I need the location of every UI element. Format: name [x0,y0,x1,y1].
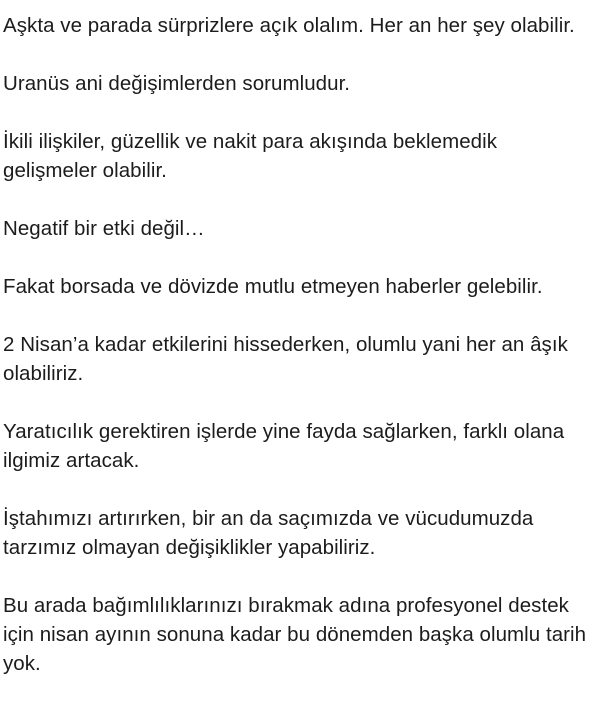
paragraph-6: 2 Nisan’a kadar etkilerini hissederken, olumlu yani her an âşık olabiliriz. [3,333,568,385]
paragraph-5: Fakat borsada ve dövizde mutlu etmeyen haberler gelebilir. [3,275,543,298]
paragraph-7: Yaratıcılık gerektiren işlerde yine fayda sağlarken, farklı olana ilgimiz artacak. [3,420,565,472]
paragraph-9: Bu arada bağımlılıklarınızı bırakmak adına profesyonel destek için nisan ayının sonuna kadar bu dönemden başka olumlu tarih yok. [3,594,587,675]
paragraph-4: Negatif bir etki değil… [3,217,205,240]
paragraph-2: Uranüs ani değişimlerden sorumludur. [3,72,351,95]
paragraph-3: İkili ilişkiler, güzellik ve nakit para akışında beklemedik gelişmeler olabilir. [3,130,498,182]
article-body [3,11,595,707]
paragraph-8: İştahımızı artırırken, bir an da saçımızda ve vücudumuzda tarzımız olmayan değişiklikler yapabiliriz. [3,507,534,559]
paragraph-1: Aşkta ve parada sürprizlere açık olalım. Her an her şey olabilir. [3,14,575,37]
